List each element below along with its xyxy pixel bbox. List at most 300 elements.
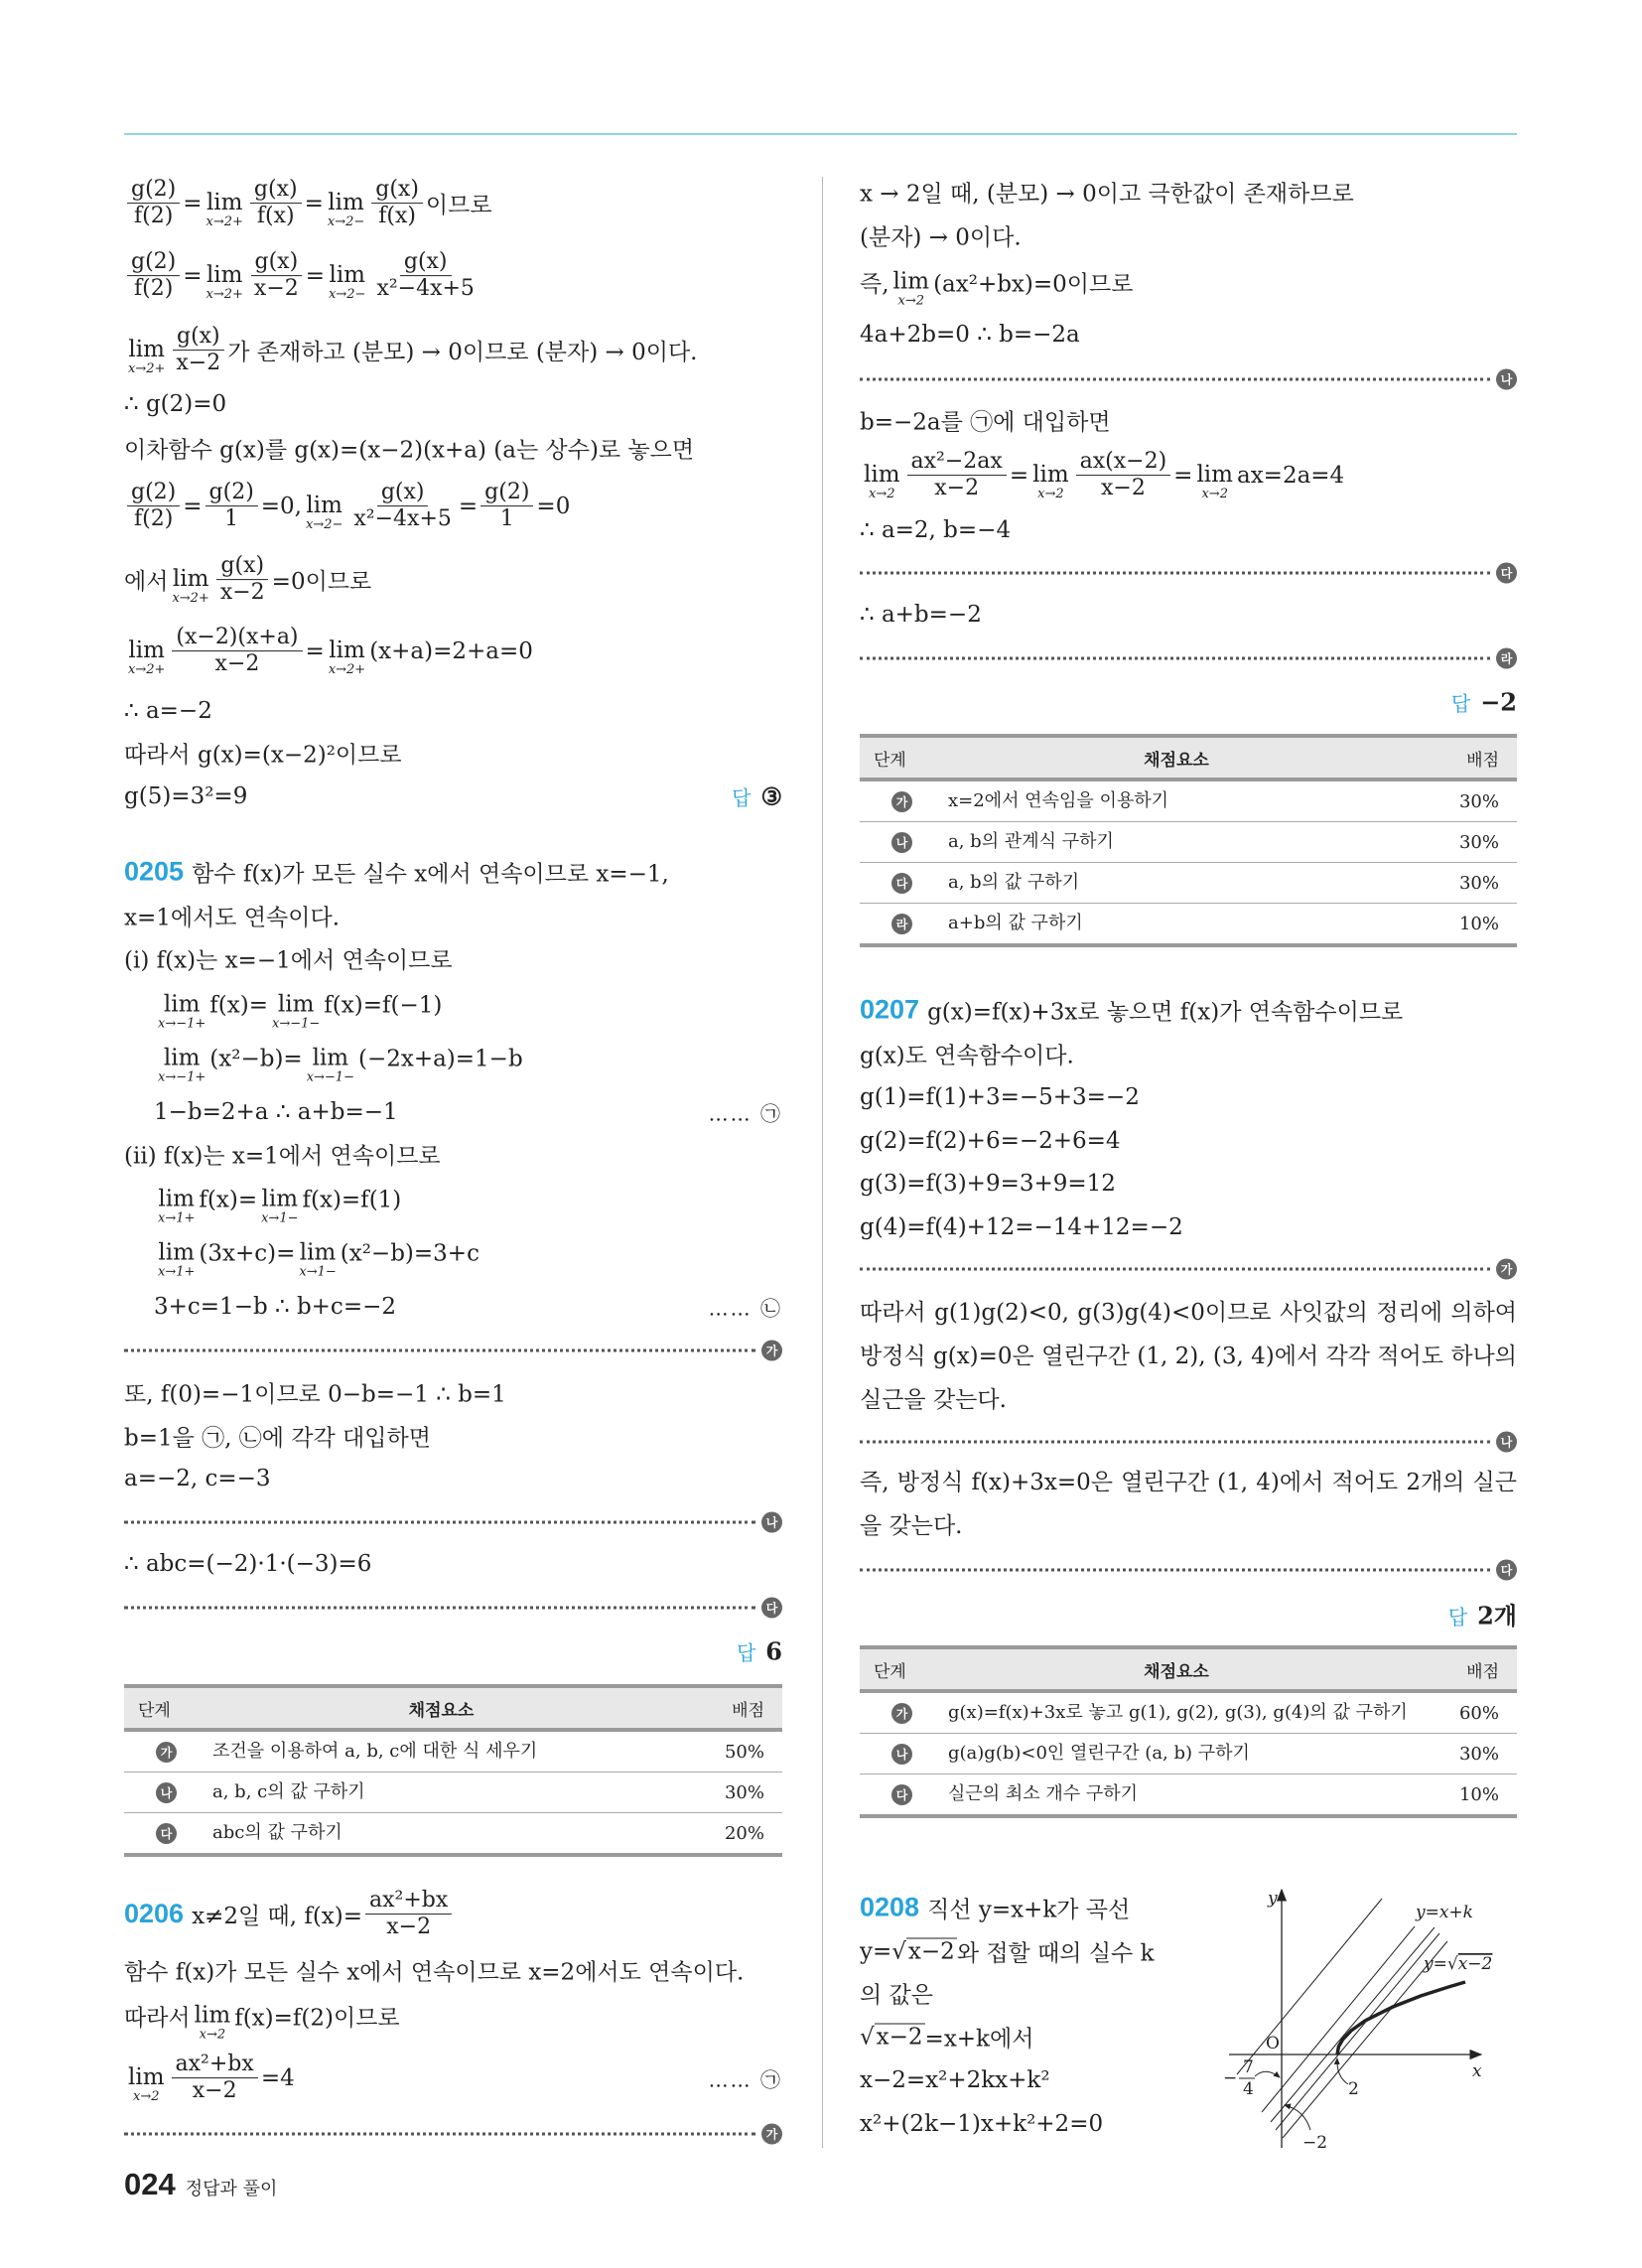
math-line — [124, 432, 694, 465]
sqrt-sign: √ — [891, 1938, 906, 1965]
text-run: (ii) f(x)는 x=1에서 연속이므로 — [124, 1143, 441, 1170]
numerator: g(x) — [371, 177, 423, 204]
lim-subscript: x→−1+ — [158, 1016, 206, 1032]
text-run: 즉, 방정식 f(x)+3x=0은 열린구간 (1, 4)에서 적어도 2개의 실근을 갖는다. — [860, 1470, 1517, 1539]
step-cell — [860, 1774, 944, 1817]
text-run: x≠2일 때, f(x)= — [192, 1904, 363, 1930]
denominator: x−2 — [176, 351, 221, 376]
numerator: g(x) — [216, 553, 268, 580]
lim-word: lim — [864, 462, 900, 489]
text-run: y= — [860, 1938, 892, 1964]
criterion-cell: a+b의 값 구하기 — [944, 904, 1409, 946]
text-run: 또, f(0)=−1이므로 0−b=−1 ∴ b=1 — [124, 1381, 506, 1408]
problem-number: 0207 — [860, 994, 920, 1025]
step-divider — [860, 1432, 1517, 1453]
limit — [172, 555, 208, 606]
numerator: g(x) — [250, 177, 302, 204]
math-line — [860, 322, 1080, 348]
tangent-graph — [1221, 1882, 1529, 2160]
numerator: g(2) — [480, 480, 533, 506]
step-cell — [860, 822, 944, 863]
table-row — [860, 863, 1517, 904]
numerator: ax²−2ax — [907, 449, 1007, 476]
denominator: x−2 — [192, 2078, 237, 2104]
points-cell: 30% — [1409, 863, 1517, 904]
lim-subscript: x→2+ — [128, 662, 166, 678]
square-root — [891, 1938, 957, 1965]
text-run: 와 접할 때의 실수 k — [956, 1940, 1155, 1967]
text-run: =0이므로 — [271, 569, 372, 596]
answer-label: 답 — [736, 1640, 756, 1665]
arrow-tangent-intercept — [1255, 2071, 1280, 2077]
lim-word: lim — [158, 1239, 195, 1266]
numerator: g(x) — [377, 480, 429, 506]
text-run: =0, — [260, 494, 302, 519]
math-line — [860, 602, 982, 628]
lim-subscript: x→2 — [897, 293, 925, 309]
text-run: = — [1173, 463, 1193, 489]
math-line — [154, 1228, 479, 1279]
text-run: ∴ abc=(−2)·1·(−3)=6 — [124, 1551, 372, 1577]
page-footer — [124, 2167, 277, 2202]
text-run: (3x+c)= — [199, 1240, 296, 1266]
step-divider — [124, 1512, 782, 1533]
lim-word: lim — [194, 2002, 231, 2029]
criterion-cell: g(x)=f(x)+3x로 놓고 g(1), g(2), g(3), g(4)의 값 구하기 — [944, 1691, 1409, 1734]
text-run: 함수 f(x)가 모든 실수 x에서 연속이므로 x=−1, — [192, 861, 669, 888]
tangent-k-sign: − — [1223, 2068, 1238, 2088]
text-run: 따라서 g(x)=(x−2)²이므로 — [124, 742, 402, 769]
math-line — [860, 219, 1022, 252]
math-line — [154, 1294, 396, 1320]
denominator: x−2 — [386, 1914, 432, 1940]
points-cell: 20% — [674, 1813, 782, 1856]
math-line — [860, 1128, 1121, 1154]
curve-label-prefix: y= — [1424, 1954, 1447, 1974]
step-badge: 나 — [1496, 1432, 1517, 1453]
step-badge: 라 — [1496, 648, 1517, 669]
step-badge: 가 — [761, 1341, 782, 1361]
answer — [1451, 688, 1517, 717]
text-run: = — [458, 494, 479, 519]
table-row — [124, 1813, 782, 1856]
table-row — [124, 1772, 782, 1813]
math-line — [860, 404, 1111, 437]
equation-tag: …… ㉠ — [708, 1101, 782, 1126]
y-axis-label: y — [1268, 1889, 1278, 1909]
math-line — [860, 1171, 1116, 1197]
text-run: g(2)=f(2)+6=−2+6=4 — [860, 1128, 1121, 1154]
denominator: x−2 — [1100, 476, 1146, 501]
text-run: f(x)=f(2)이므로 — [234, 2005, 400, 2032]
limit — [299, 1228, 336, 1279]
lim-subscript: x→1+ — [158, 1264, 196, 1280]
math-line — [124, 942, 453, 975]
numerator: ax(x−2) — [1076, 449, 1171, 476]
step-divider — [860, 369, 1517, 390]
problem-0205-line — [124, 856, 669, 889]
text-run: (분자) → 0이다. — [860, 224, 1022, 251]
lim-subscript: x→−1− — [306, 1069, 354, 1085]
text-run: f(x)= — [209, 992, 268, 1018]
column-divider — [822, 177, 823, 2148]
step-divider — [124, 1598, 782, 1619]
limit — [158, 980, 205, 1031]
text-run: 따라서 g(1)g(2)<0, g(3)g(4)<0이므로 사잇값의 정리에 의하여 방정식 g(x)=0은 열린구간 (1, 2), (3, 4)에서 각각 적어도 하나의 실근을 갖는다. — [860, 1300, 1517, 1413]
text-run: =0 — [536, 494, 571, 519]
fraction — [172, 324, 224, 377]
criterion-cell: a, b의 값 구하기 — [944, 863, 1409, 904]
lim-subscript: x→1+ — [158, 1210, 196, 1226]
problem-number: 0208 — [860, 1892, 920, 1922]
math-line — [860, 1084, 1140, 1110]
lim-subscript: x→2− — [329, 287, 366, 303]
step-badge: 나 — [156, 1782, 177, 1803]
fraction — [365, 1888, 452, 1941]
denominator: x−2 — [214, 651, 260, 677]
text-run: 의 값은 — [860, 1982, 933, 2009]
table-row — [860, 1774, 1517, 1817]
scoring-table — [860, 734, 1517, 947]
lim-word: lim — [128, 337, 165, 363]
denominator: 1 — [499, 506, 514, 532]
lim-subscript: x→2− — [327, 214, 365, 230]
math-line — [860, 2067, 1050, 2093]
lim-word: lim — [329, 262, 365, 289]
text-run: x → 2일 때, (분모) → 0이고 극한값이 존재하므로 — [860, 181, 1354, 208]
denominator: f(2) — [133, 204, 174, 229]
points-cell: 10% — [1409, 904, 1517, 946]
lim-word: lim — [205, 190, 243, 216]
step-cell — [124, 1813, 208, 1856]
fraction — [127, 177, 180, 230]
step-badge: 가 — [761, 2124, 782, 2145]
step-badge: 다 — [156, 1823, 177, 1844]
denominator: 1 — [224, 506, 239, 532]
text-run: 4a+2b=0 ∴ b=−2a — [860, 322, 1080, 348]
lim-word: lim — [261, 1186, 299, 1212]
scoring-table — [124, 1684, 782, 1857]
math-line — [124, 1991, 400, 2042]
text-run: x−2=x²+2kx+k² — [860, 2067, 1050, 2093]
column-header: 배점 — [1409, 1647, 1517, 1691]
lim-word: lim — [163, 991, 201, 1018]
fraction — [172, 2052, 258, 2105]
square-root — [860, 2024, 925, 2051]
limit — [307, 1034, 354, 1084]
answer-value: −2 — [1480, 687, 1517, 717]
lim-subscript: x→2 — [133, 2089, 160, 2105]
text-run: 이므로 — [425, 193, 492, 219]
text-run: = — [1009, 463, 1029, 489]
text-run: (ax²+bx)=0이므로 — [933, 271, 1134, 298]
text-run: x=1에서도 연속이다. — [124, 905, 341, 931]
lim-word: lim — [328, 190, 364, 216]
limit — [329, 627, 365, 677]
step-divider — [860, 1259, 1517, 1280]
x-intercept-label: 2 — [1348, 2079, 1359, 2099]
step-badge: 가 — [891, 1703, 912, 1724]
text-run: 함수 f(x)가 모든 실수 x에서 연속이므로 x=2에서도 연속이다. — [124, 1959, 745, 1986]
text-run: = — [305, 638, 325, 664]
fraction — [205, 480, 258, 533]
text-run: g(x)=f(x)+3x로 놓으면 f(x)가 연속함수이므로 — [927, 999, 1404, 1026]
lim-word: lim — [329, 638, 365, 664]
points-cell: 10% — [1409, 1774, 1517, 1817]
math-line — [154, 980, 442, 1031]
criterion-cell: x=2에서 연속임을 이용하기 — [944, 780, 1409, 822]
text-run: ax=2a=4 — [1236, 463, 1345, 489]
step-badge: 다 — [1496, 1560, 1517, 1581]
lim-subscript: x→−1− — [271, 1016, 321, 1032]
step-cell — [860, 1691, 944, 1734]
text-run: =4 — [260, 2065, 295, 2091]
tangent-k-den: 4 — [1243, 2079, 1254, 2099]
lim-subscript: x→2 — [869, 487, 895, 502]
lim-word: lim — [172, 566, 209, 593]
limit — [158, 1175, 195, 1225]
fraction — [349, 480, 456, 533]
limit — [195, 1991, 231, 2042]
equation-tag: …… ㉠ — [708, 2067, 782, 2092]
math-line — [124, 249, 481, 303]
math-line — [124, 625, 533, 678]
math-line — [124, 783, 247, 809]
step-badge: 나 — [891, 1744, 912, 1765]
denominator: x−2 — [253, 276, 299, 302]
math-line — [860, 257, 1133, 308]
math-line — [124, 1138, 441, 1171]
fraction — [907, 449, 1007, 502]
column-header: 단계 — [124, 1686, 208, 1730]
x-axis-label: x — [1472, 2061, 1482, 2081]
table-row — [860, 822, 1517, 863]
text-run: = — [183, 191, 203, 216]
step-cell — [860, 863, 944, 904]
text-run: b=−2a를 ㉠에 대입하면 — [860, 409, 1111, 436]
line-k-1 — [1237, 1899, 1382, 2074]
paragraph — [860, 1291, 1517, 1422]
problem-number: 0205 — [124, 856, 185, 887]
limit — [306, 482, 342, 532]
answer-value: ③ — [760, 781, 782, 811]
paragraph — [860, 1461, 1517, 1548]
left-column — [124, 0, 782, 2268]
lim-subscript: x→2 — [1037, 487, 1064, 502]
text-run: 1−b=2+a ∴ a+b=−1 — [154, 1099, 398, 1125]
lim-word: lim — [158, 1186, 195, 1212]
math-line — [124, 324, 697, 377]
math-line — [124, 1420, 431, 1453]
fraction — [371, 177, 423, 230]
limit — [1196, 451, 1233, 501]
text-run: (−2x+a)=1−b — [357, 1046, 523, 1071]
step-badge: 가 — [891, 791, 912, 812]
math-line — [154, 1034, 523, 1084]
sqrt-curve — [1337, 1982, 1465, 2055]
origin-label: O — [1266, 2034, 1280, 2054]
math-line — [124, 553, 371, 607]
limit — [272, 980, 320, 1031]
problem-0208-line — [860, 1892, 1130, 1924]
text-run: x²+(2k−1)x+k²+2=0 — [860, 2111, 1104, 2137]
text-run: 가 존재하고 (분모) → 0이므로 (분자) → 0이다. — [227, 340, 698, 366]
fraction — [127, 480, 180, 533]
text-run: g(x)도 연속함수이다. — [860, 1043, 1074, 1069]
math-line — [154, 1099, 398, 1125]
math-line — [124, 391, 226, 417]
numerator: (x−2)(x+a) — [172, 625, 302, 651]
numerator: g(2) — [127, 249, 180, 276]
lim-word: lim — [306, 493, 342, 519]
limit — [158, 1034, 205, 1084]
fraction — [480, 480, 533, 533]
text-run: = — [304, 191, 324, 216]
numerator: g(x) — [251, 249, 303, 276]
radicand: x−2 — [907, 1938, 955, 1965]
answer — [737, 1637, 782, 1666]
numerator: g(2) — [127, 480, 180, 506]
math-line — [124, 2052, 295, 2105]
math-line — [124, 1376, 506, 1409]
denominator: f(2) — [133, 276, 174, 302]
lim-subscript: x→1− — [261, 1210, 299, 1226]
problem-0206-line — [124, 1888, 455, 1941]
table-row — [860, 1691, 1517, 1734]
fraction — [250, 177, 302, 230]
text-run: g(5)=3²=9 — [124, 783, 248, 809]
step-badge: 라 — [891, 914, 912, 934]
answer-label: 답 — [732, 785, 752, 810]
step-divider — [860, 648, 1517, 669]
math-line — [124, 1954, 744, 1987]
curve-label-sqrt-sign: √ — [1446, 1954, 1458, 1974]
limit — [158, 1228, 195, 1279]
text-run: (x²−b)=3+c — [340, 1240, 479, 1266]
criterion-cell: 실근의 최소 개수 구하기 — [944, 1774, 1409, 1817]
text-run: =x+k에서 — [924, 2026, 1034, 2053]
text-run: (x²−b)= — [209, 1046, 303, 1071]
math-line — [860, 1935, 1155, 1968]
points-cell: 30% — [1409, 780, 1517, 822]
answer — [732, 782, 782, 811]
step-badge: 다 — [1496, 563, 1517, 584]
math-line — [124, 1551, 371, 1577]
points-cell: 30% — [1409, 1734, 1517, 1774]
column-header: 배점 — [674, 1686, 782, 1730]
radicand: x−2 — [876, 2024, 923, 2051]
lim-subscript: x→2+ — [128, 361, 166, 377]
math-line — [860, 517, 1011, 543]
step-badge: 나 — [1496, 369, 1517, 390]
denominator: x−2 — [934, 476, 980, 501]
numerator: g(x) — [173, 324, 224, 351]
table-row — [860, 780, 1517, 822]
step-badge: 다 — [761, 1598, 782, 1619]
table-header-row — [124, 1686, 782, 1730]
step-cell — [860, 904, 944, 946]
curve-label-radicand: x−2 — [1457, 1954, 1493, 1974]
answer-value: 2개 — [1477, 1601, 1517, 1630]
text-run: 즉, — [860, 271, 889, 298]
limit — [864, 451, 900, 501]
text-run: g(1)=f(1)+3=−5+3=−2 — [860, 1084, 1140, 1110]
points-cell: 50% — [674, 1730, 782, 1772]
curve-label — [1423, 1954, 1492, 1974]
math-line — [154, 1175, 401, 1225]
numerator: g(x) — [400, 249, 452, 276]
limit — [893, 257, 930, 308]
column-header: 단계 — [860, 736, 944, 780]
text-run: ∴ a+b=−2 — [860, 602, 982, 628]
text-run: (x+a)=2+a=0 — [369, 638, 533, 664]
sqrt-sign: √ — [860, 2024, 875, 2051]
limit — [1032, 451, 1069, 501]
tangent-k-num: 7 — [1243, 2057, 1254, 2077]
denominator: x²−4x+5 — [353, 506, 452, 532]
numerator: g(2) — [127, 177, 180, 204]
text-run: ∴ a=2, b=−4 — [860, 517, 1012, 543]
text-run: 에서 — [124, 569, 169, 596]
text-run: g(3)=f(3)+9=3+9=12 — [860, 1171, 1116, 1197]
page-number: 024 — [124, 2167, 176, 2201]
points-cell: 30% — [1409, 822, 1517, 863]
step-badge: 가 — [156, 1742, 177, 1763]
math-line — [860, 1038, 1074, 1070]
column-header: 단계 — [860, 1647, 944, 1691]
text-run: (i) f(x)는 x=−1에서 연속이므로 — [124, 947, 453, 974]
lim-subscript: x→2 — [199, 2027, 226, 2043]
lim-word: lim — [128, 638, 165, 664]
math-line — [860, 2111, 1103, 2137]
step-cell — [860, 780, 944, 822]
math-line — [124, 698, 212, 724]
table-row — [124, 1730, 782, 1772]
lim-subscript: x→1− — [299, 1264, 337, 1280]
lim-subscript: x→2+ — [172, 591, 209, 607]
line-label: y=x+k — [1416, 1903, 1473, 1922]
denominator: f(x) — [256, 204, 295, 229]
limit — [128, 2054, 165, 2104]
text-run: = — [183, 263, 203, 289]
limit — [206, 179, 243, 229]
math-line — [124, 177, 492, 230]
step-divider — [124, 1341, 782, 1361]
text-run: g(4)=f(4)+12=−14+12=−2 — [860, 1214, 1183, 1240]
lim-word: lim — [277, 991, 315, 1018]
criterion-cell: g(a)g(b)<0인 열린구간 (a, b) 구하기 — [944, 1734, 1409, 1774]
criterion-cell: a, b의 관계식 구하기 — [944, 822, 1409, 863]
column-header: 채점요소 — [944, 1647, 1409, 1691]
step-badge: 다 — [891, 873, 912, 894]
lim-word: lim — [1032, 462, 1069, 489]
fraction — [250, 249, 303, 303]
math-line — [860, 1977, 933, 2010]
fraction — [127, 249, 180, 303]
criterion-cell: abc의 값 구하기 — [208, 1813, 674, 1856]
math-line — [860, 449, 1344, 502]
answer — [1448, 1597, 1517, 1631]
step-badge: 나 — [891, 832, 912, 853]
numerator: g(2) — [205, 480, 258, 506]
answer-label: 답 — [1447, 1605, 1468, 1630]
math-line — [124, 737, 402, 770]
criterion-cell: 조건을 이용하여 a, b, c에 대한 식 세우기 — [208, 1730, 674, 1772]
text-run: 이차함수 g(x)를 g(x)=(x−2)(x+a) (a는 상수)로 놓으면 — [124, 437, 695, 464]
step-divider — [860, 1560, 1517, 1581]
lim-subscript: x→−1+ — [158, 1069, 206, 1085]
math-line — [860, 2021, 1033, 2054]
